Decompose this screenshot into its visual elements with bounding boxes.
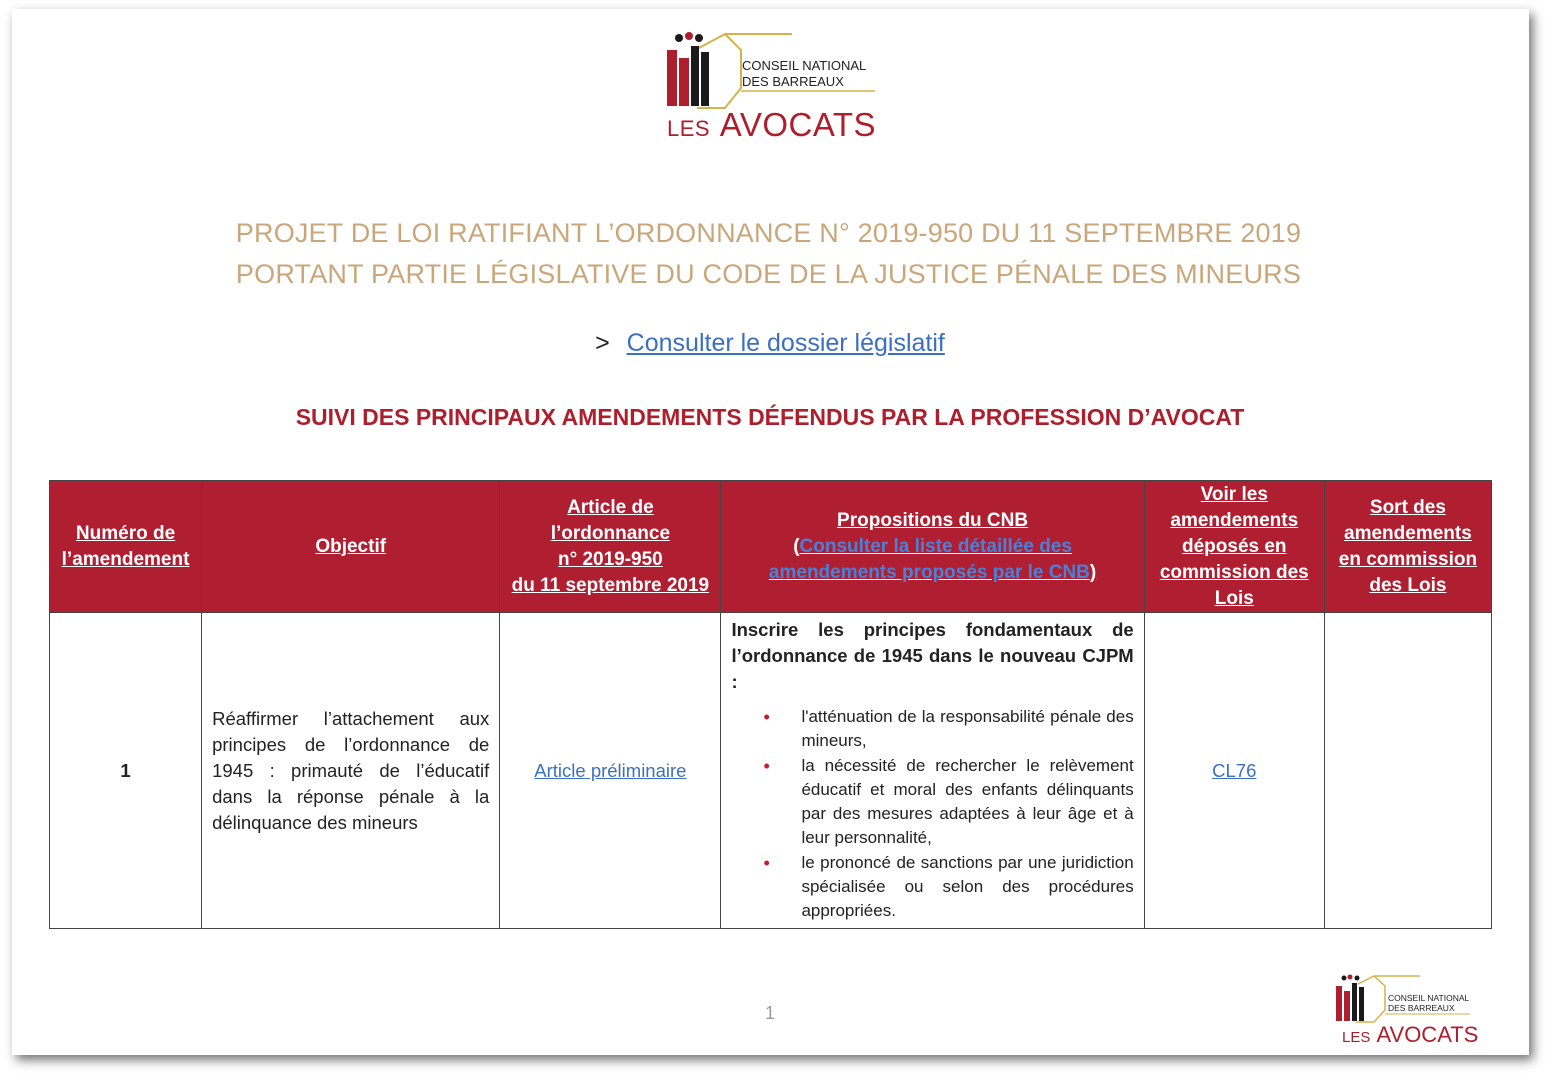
proposition-item: • le prononcé de sanctions par une juridiction spécialisée ou selon des procédures appropriées. [801,851,1133,923]
document-title-line1: PROJET DE LOI RATIFIANT L’ORDONNANCE N° 2019-950 DU 11 SEPTEMBRE 2019 [235,218,1302,248]
page-number: 1 [764,1003,775,1023]
logo-brand [667,106,876,144]
proposition-list [731,705,1133,923]
cell-sort [1324,613,1491,929]
logo-brand-small: LES [1342,1029,1371,1046]
header-article [500,481,721,613]
logo-org-line2: DES BARREAUX [742,74,844,89]
propositions-list-link[interactable]: Consulter la liste détaillée des amendements proposés par le CNB [768,535,1090,583]
cnb-logo-footer [1330,972,1479,1052]
header-sort-amendements: Sort des amendements en commission des Lois [1324,481,1491,613]
header-propositions-open: ( [793,535,800,557]
document-title-line2: PORTANT PARTIE LÉGISLATIVE DU CODE DE LA JUSTICE PÉNALE DES MINEURS [235,259,1302,289]
proposition-item: • l'atténuation de la responsabilité pénale des mineurs, [801,705,1133,753]
table-header-row [50,481,1492,613]
header-propositions-title: Propositions du CNB [837,509,1029,531]
logo-brand [1342,1022,1478,1048]
amendement-link[interactable]: CL76 [1212,759,1257,781]
header-objectif: Objectif [202,481,500,613]
cell-amendement [1144,613,1324,929]
dossier-line [0,329,1540,358]
amendments-table [49,480,1492,929]
arrow-icon: > [595,329,610,357]
header-article-l4: du 11 septembre 2019 [511,574,710,596]
logo-org-line1: CONSEIL NATIONAL [1388,993,1470,1003]
proposition-item: • la nécessité de rechercher le relèvement éducatif et moral des enfants délinquants par des mesures adaptées à leur âge et à leur personnalité, [801,754,1133,850]
dossier-link[interactable]: Consulter le dossier législatif [626,329,945,357]
logo-brand-large: AVOCATS [719,106,877,143]
cell-article [500,613,721,929]
cell-propositions [721,613,1144,929]
proposition-lead: Inscrire les principes fondamentaux de l’ordonnance de 1945 dans le nouveau CJPM : [731,619,1134,692]
cell-objectif: Réaffirmer l’attachement aux principes de l’ordonnance de 1945 : primauté de l’éducatif dans la réponse pénale à la délinquance des mineurs [202,613,500,929]
header-article-l3: n° 2019-950 [557,548,663,570]
cnb-logo [657,28,887,146]
header-propositions-close: ) [1089,561,1097,583]
logo-brand-small: LES [667,116,711,141]
header-voir-amendements: Voir les amendements déposés en commission des Lois [1144,481,1324,613]
header-propositions [721,481,1144,613]
logo-brand-large: AVOCATS [1376,1022,1479,1047]
header-article-l2: l’ordonnance [550,522,671,544]
article-link[interactable]: Article préliminaire [534,759,687,781]
cell-numero: 1 [50,613,202,929]
logo-org-line2: DES BARREAUX [1388,1003,1455,1013]
section-subtitle: SUIVI DES PRINCIPAUX AMENDEMENTS DÉFENDUS PAR LA PROFESSION D’AVOCAT [295,404,1245,430]
header-numero: Numéro de l’amendement [50,481,202,613]
header-article-l1: Article de [567,496,654,518]
logo-org-line1: CONSEIL NATIONAL [742,58,867,73]
table-row [50,613,1492,929]
